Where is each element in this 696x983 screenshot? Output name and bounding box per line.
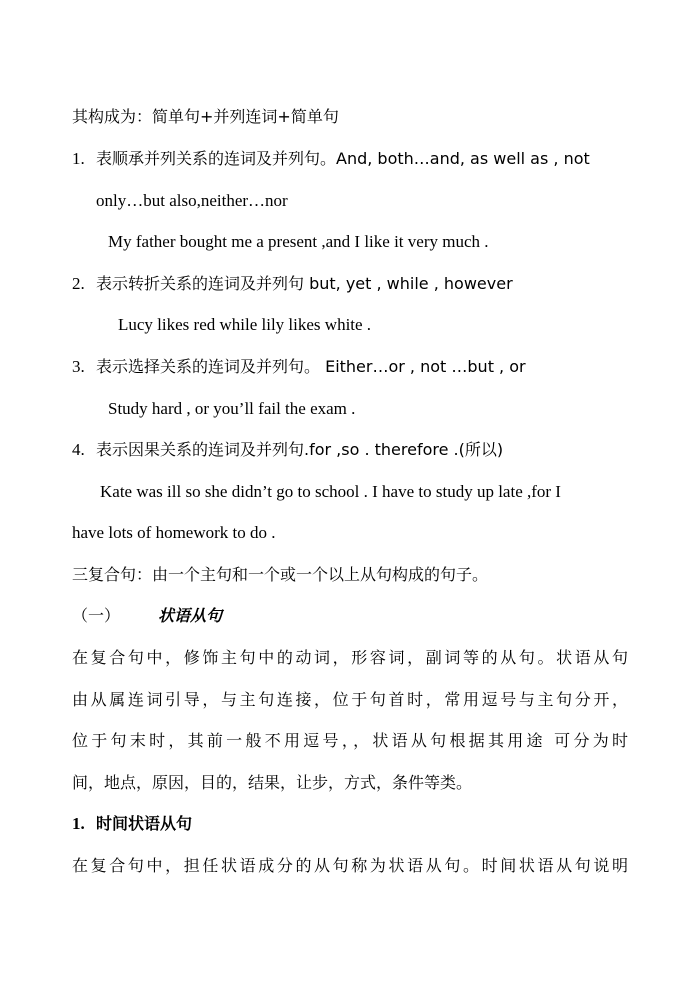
item-number: 4. [72,440,85,459]
paragraph-line: 由从属连词引导，与主句连接，位于句首时，常用逗号与主句分开， [72,690,628,709]
item-2-line [72,273,513,295]
intro-structure-line: 其构成为：简单句+并列连词+简单句 [72,107,339,126]
item-text: 时间状语从句 [96,814,193,833]
item-number: 1. [72,149,85,168]
paragraph-line: 位于句末时，其前一般不用逗号，，状语从句根据其用途 可分为时 [72,731,628,750]
example-sentence-3: Study hard , or you’ll fail the exam . [108,399,356,418]
item-number: 2. [72,274,85,293]
example-sentence-4: Kate was ill so she didn’t go to school . I have to study up late ,for I [100,482,561,501]
time-clause-heading [72,813,192,835]
item-text: 表示选择关系的连词及并列句。 Either…or , not …but , or [96,357,526,376]
item-1-line [72,148,590,170]
complex-sentence-heading: 三复合句：由一个主句和一个或一个以上从句构成的句子。 [72,565,489,584]
paragraph-line: 间，地点，原因，目的，结果，让步，方式，条件等类。 [72,773,473,792]
item-number: 3. [72,357,85,376]
paragraph-line: 在复合句中，担任状语成分的从句称为状语从句。时间状语从句说明 [72,856,628,875]
example-sentence-4-continuation: have lots of homework to do . [72,523,276,542]
item-1-continuation: only…but also,neither…nor [96,191,288,210]
item-number: 1. [72,814,85,833]
example-sentence-2: Lucy likes red while lily likes white . [118,315,372,334]
item-text: 表示因果关系的连词及并列句.for ,so . therefore .(所以) [96,440,504,459]
paragraph-line: 在复合句中，修饰主句中的动词，形容词，副词等的从句。状语从句 [72,648,628,667]
section-prefix: （一） [72,606,121,625]
section-title: 状语从句 [158,606,223,625]
item-text: 表示转折关系的连词及并列句 but, yet , while , however [96,274,513,293]
item-4-line [72,439,503,461]
adverbial-clause-heading [72,605,222,627]
item-3-line [72,356,526,378]
example-sentence-1: My father bought me a present ,and I like it very much . [108,232,489,251]
item-text: 表顺承并列关系的连词及并列句。And, both…and, as well as , not [96,149,590,168]
